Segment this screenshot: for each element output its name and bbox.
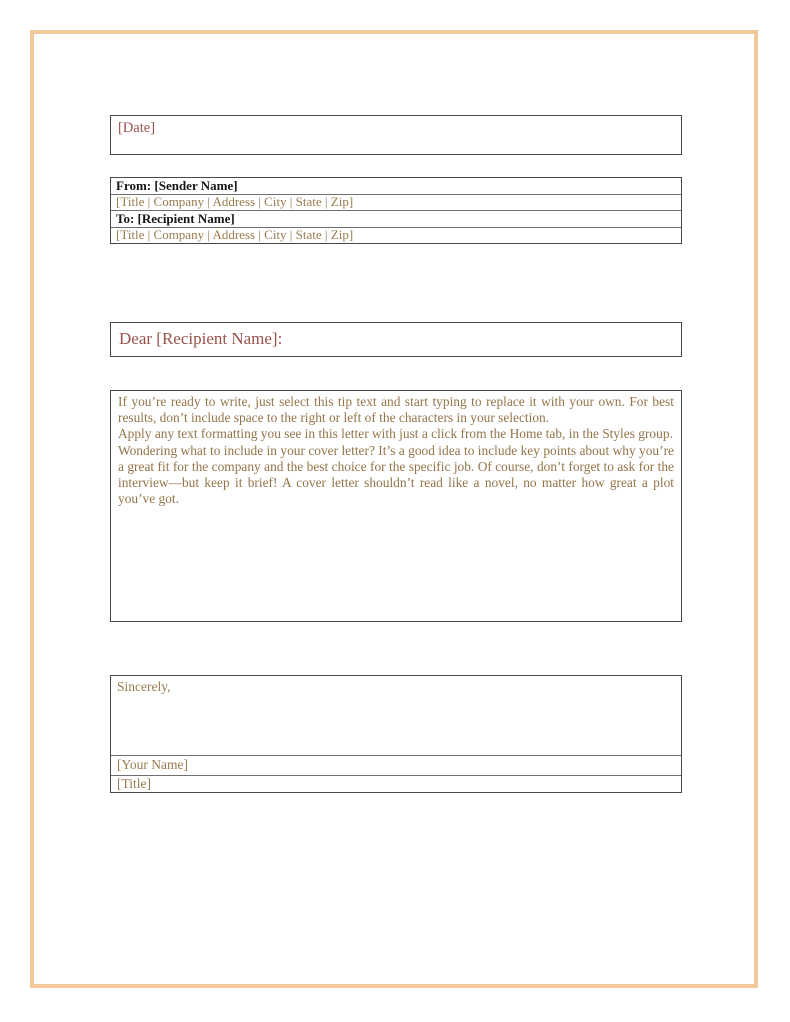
your-name-field[interactable]: [Your Name] <box>111 755 681 775</box>
body-paragraph: Wondering what to include in your cover letter? It’s a good idea to include key points about why you’re a great fit for the company and the best choice for the specific job. Of course, don’t forget to ask for the interview—but keep it brief! A cover letter shouldn’t read like a novel, no matter how great a plot you’ve got. <box>118 442 674 507</box>
salutation-field[interactable]: Dear [Recipient Name]: <box>110 322 682 357</box>
from-details-field[interactable]: [Title | Company | Address | City | State | Zip] <box>111 194 681 211</box>
signature-block <box>110 675 682 793</box>
address-table <box>110 177 682 244</box>
date-field[interactable]: [Date] <box>110 115 682 155</box>
to-name-field[interactable]: To: [Recipient Name] <box>111 210 681 227</box>
from-name-field[interactable]: From: [Sender Name] <box>116 178 238 193</box>
closing-field[interactable]: Sincerely, <box>117 679 171 694</box>
to-details-field[interactable]: [Title | Company | Address | City | State | Zip] <box>111 227 681 244</box>
body-paragraph: If you’re ready to write, just select this tip text and start typing to replace it with your own. For best results, don’t include space to the right or left of the characters in your selection. <box>118 394 674 426</box>
body-paragraph: Apply any text formatting you see in this letter with just a click from the Home tab, in the Styles group. <box>118 426 673 442</box>
letter-body-field[interactable] <box>110 390 682 622</box>
your-title-field[interactable]: [Title] <box>111 775 681 792</box>
